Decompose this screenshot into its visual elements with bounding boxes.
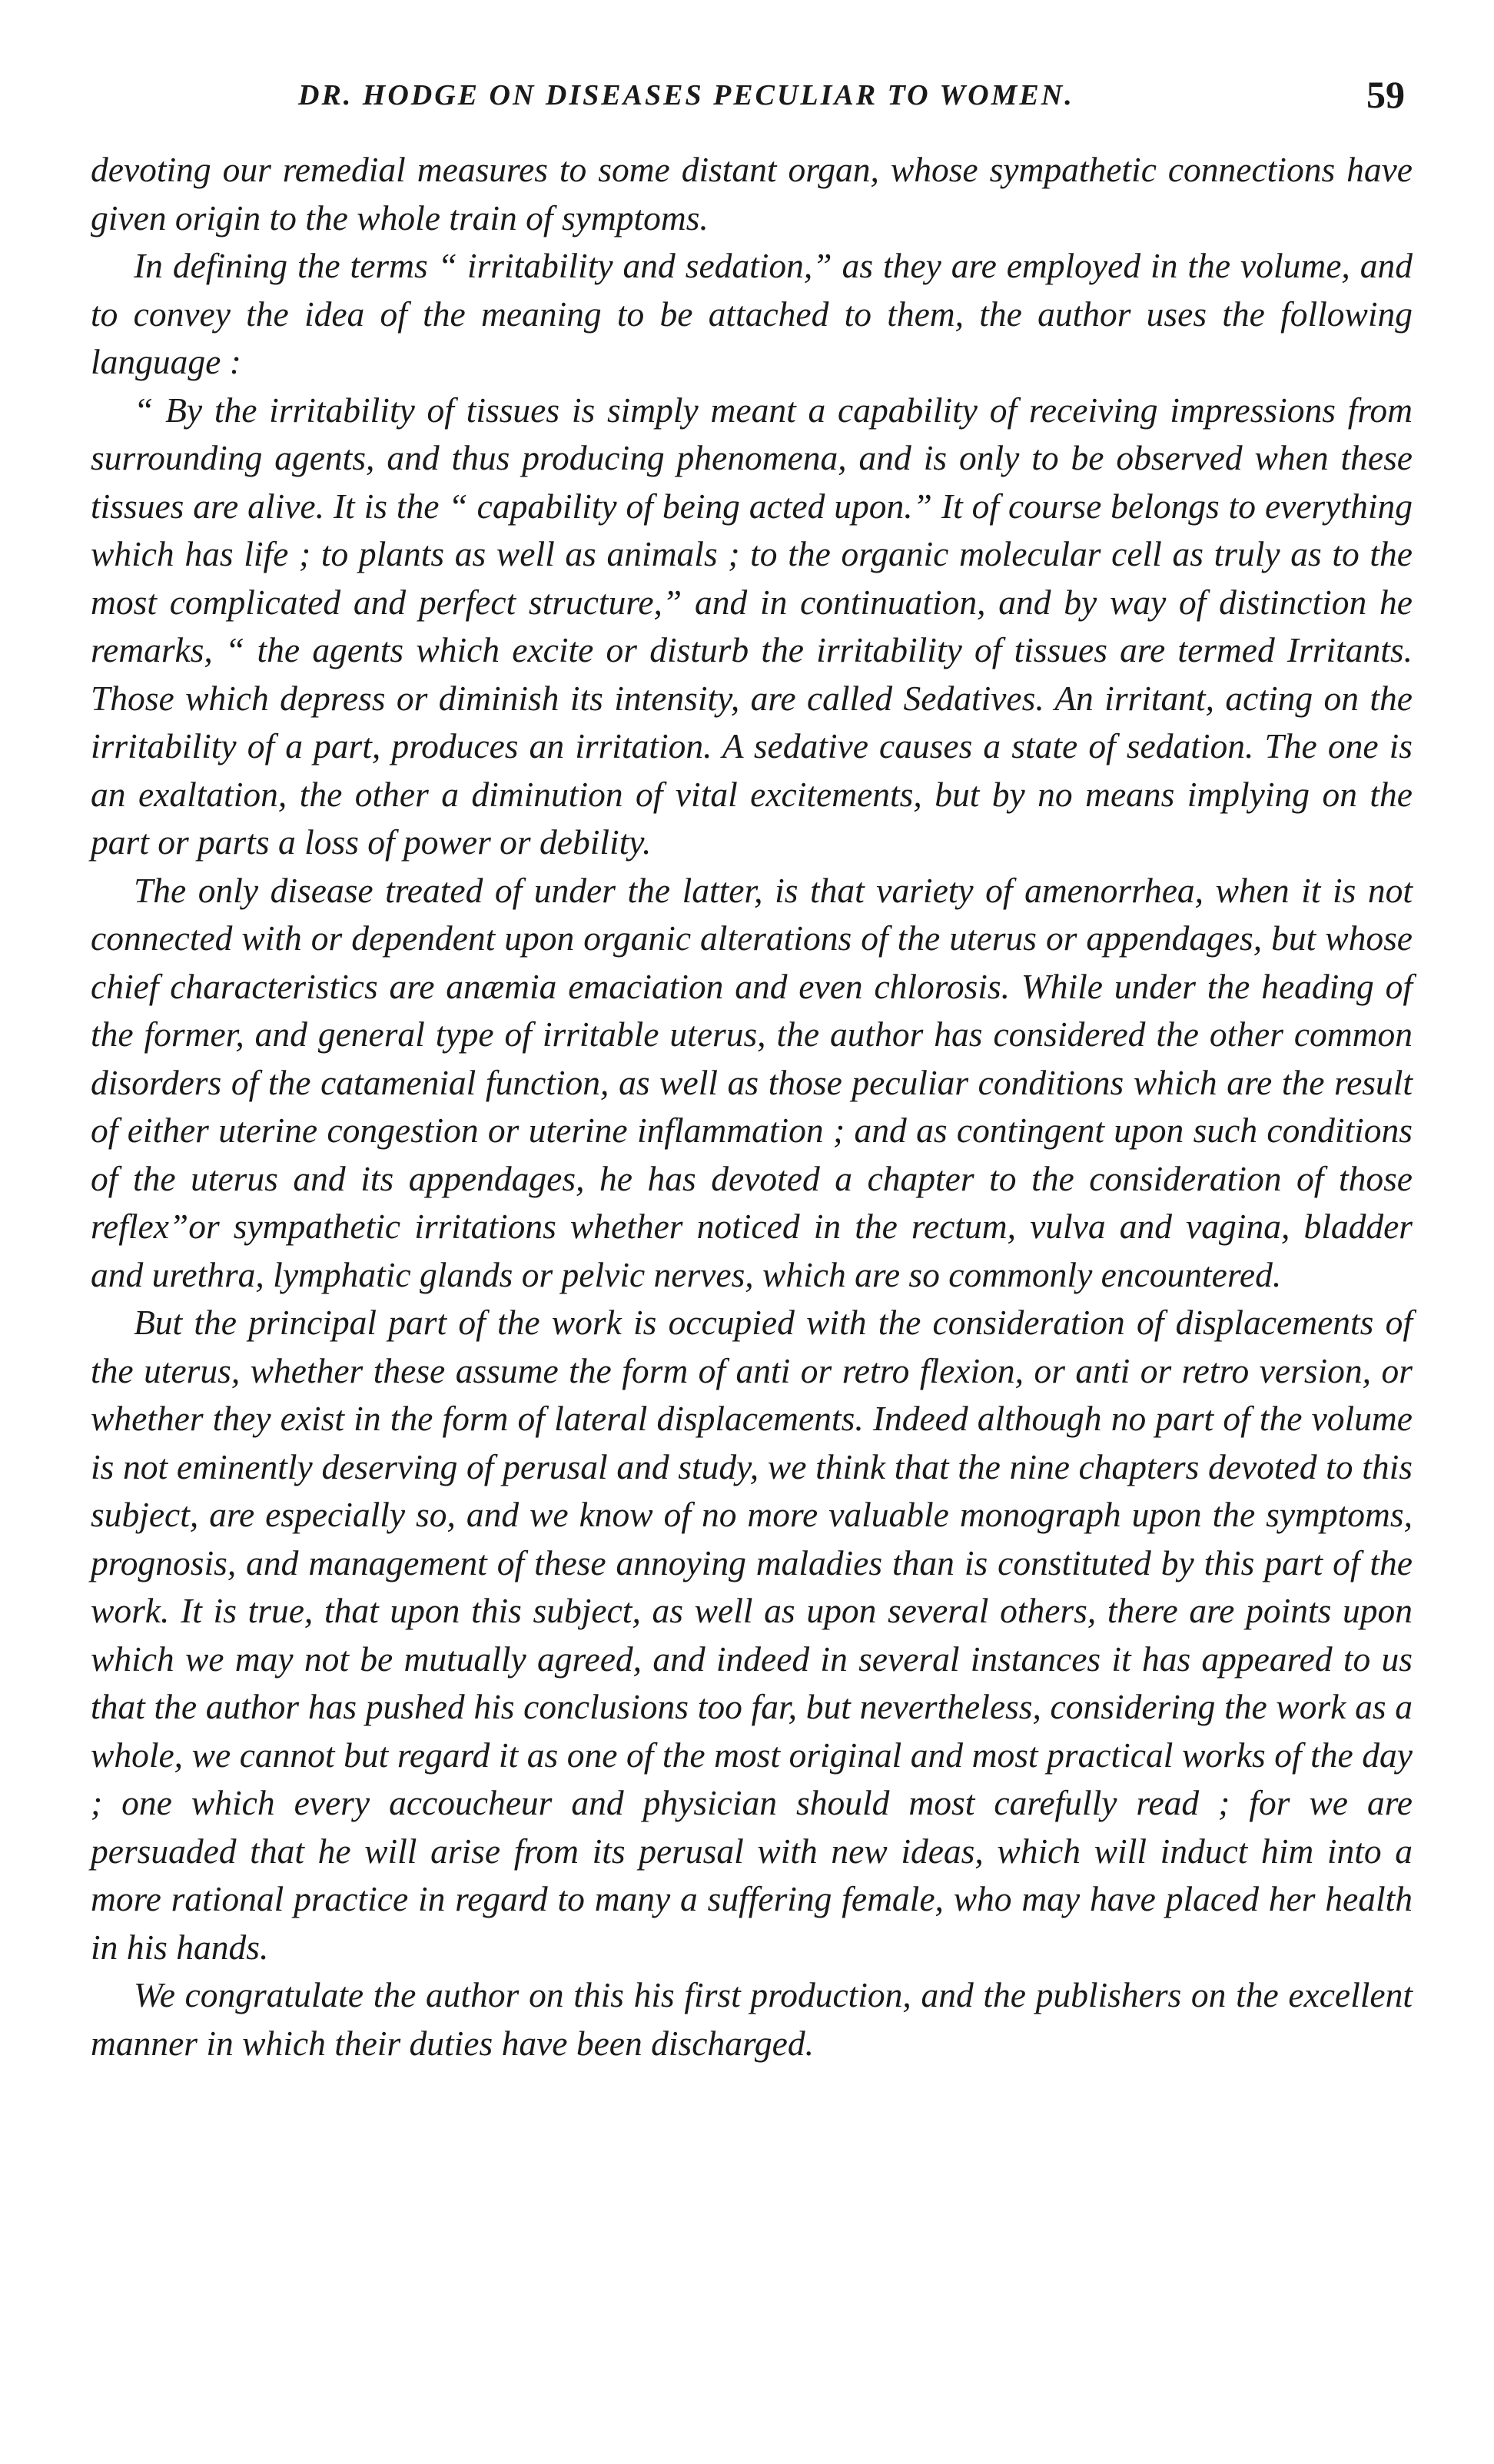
running-head: DR. HODGE ON DISEASES PECULIAR TO WOMEN. <box>298 79 1074 111</box>
paragraph-displacements: But the principal part of the work is occupied with the consideration of displacements of the uterus, whether these assume the form of anti or retro flexion, or anti or retro version, or whether they exist in the form of lateral displacements. Indeed although no part of the volume is not eminently deserving of perusal and study, we think that the nine chapters devoted to this subject, are especially so, and we know of no more valuable monograph upon the symptoms, prognosis, and management of these annoying maladies than is constituted by this part of the work. It is true, that upon this subject, as well as upon several others, there are points upon which we may not be mutually agreed, and indeed in several instances it has appeared to us that the author has pushed his conclusions too far, but nevertheless, considering the work as a whole, we cannot but regard it as one of the most original and most practical works of the day ; one which every accoucheur and physician should most carefully read ; for we are persuaded that he will arise from its perusal with new ideas, which will induct him into a more rational practice in regard to many a suffering female, who may have placed her health in his hands. <box>91 1303 1413 1967</box>
article-body <box>91 146 1413 2067</box>
paragraph-conclusion: We congratulate the author on this his first production, and the publishers on the excellent manner in which their duties have been discharged. <box>91 1975 1413 2063</box>
paragraph-definition-intro: In defining the terms “ irritability and sedation,” as they are employed in the volume, and to convey the idea of the meaning to be attached to them, the author uses the following language : <box>91 246 1413 381</box>
paragraph-amenorrhea: The only disease treated of under the latter, is that variety of amenorrhea, when it is not connected with or dependent upon organic alterations of the uterus or appendages, but whose chief characteristics are anæmia emaciation and even chlorosis. While under the heading of the former, and general type of irritable uterus, the author has considered the other common disorders of the catamenial function, as well as those peculiar conditions which are the result of either uterine congestion or uterine inflammation ; and as contingent upon such conditions of the uterus and its appendages, he has devoted a chapter to the consideration of those reflex”or sympathetic irritations whether noticed in the rectum, vulva and vagina, bladder and urethra, lymphatic glands or pelvic nerves, which are so commonly encountered. <box>91 870 1413 1294</box>
paragraph-continuation: devoting our remedial measures to some distant organ, whose sympathetic connections have given origin to the whole train of symptoms. <box>91 150 1413 237</box>
paragraph-quotation: “ By the irritability of tissues is simply meant a capability of receiving impressions from surrounding agents, and thus producing phenomena, and is only to be observed when these tissues are alive. It is the “ capability of being acted upon.” It of course belongs to everything which has life ; to plants as well as animals ; to the organic molecular cell as truly as to the most complicated and perfect structure,” and in continuation, and by way of distinction he remarks, “ the agents which excite or disturb the irritability of tissues are termed Irritants. Those which depress or diminish its intensity, are called Sedatives. An irritant, acting on the irritability of a part, produces an irritation. A sedative causes a state of sedation. The one is an exaltation, the other a diminution of vital excitements, but by no means implying on the part or parts a loss of power or debility. <box>91 390 1413 862</box>
page-header <box>91 71 1413 140</box>
document-page <box>91 71 1413 2415</box>
page-number: 59 <box>1366 73 1405 116</box>
